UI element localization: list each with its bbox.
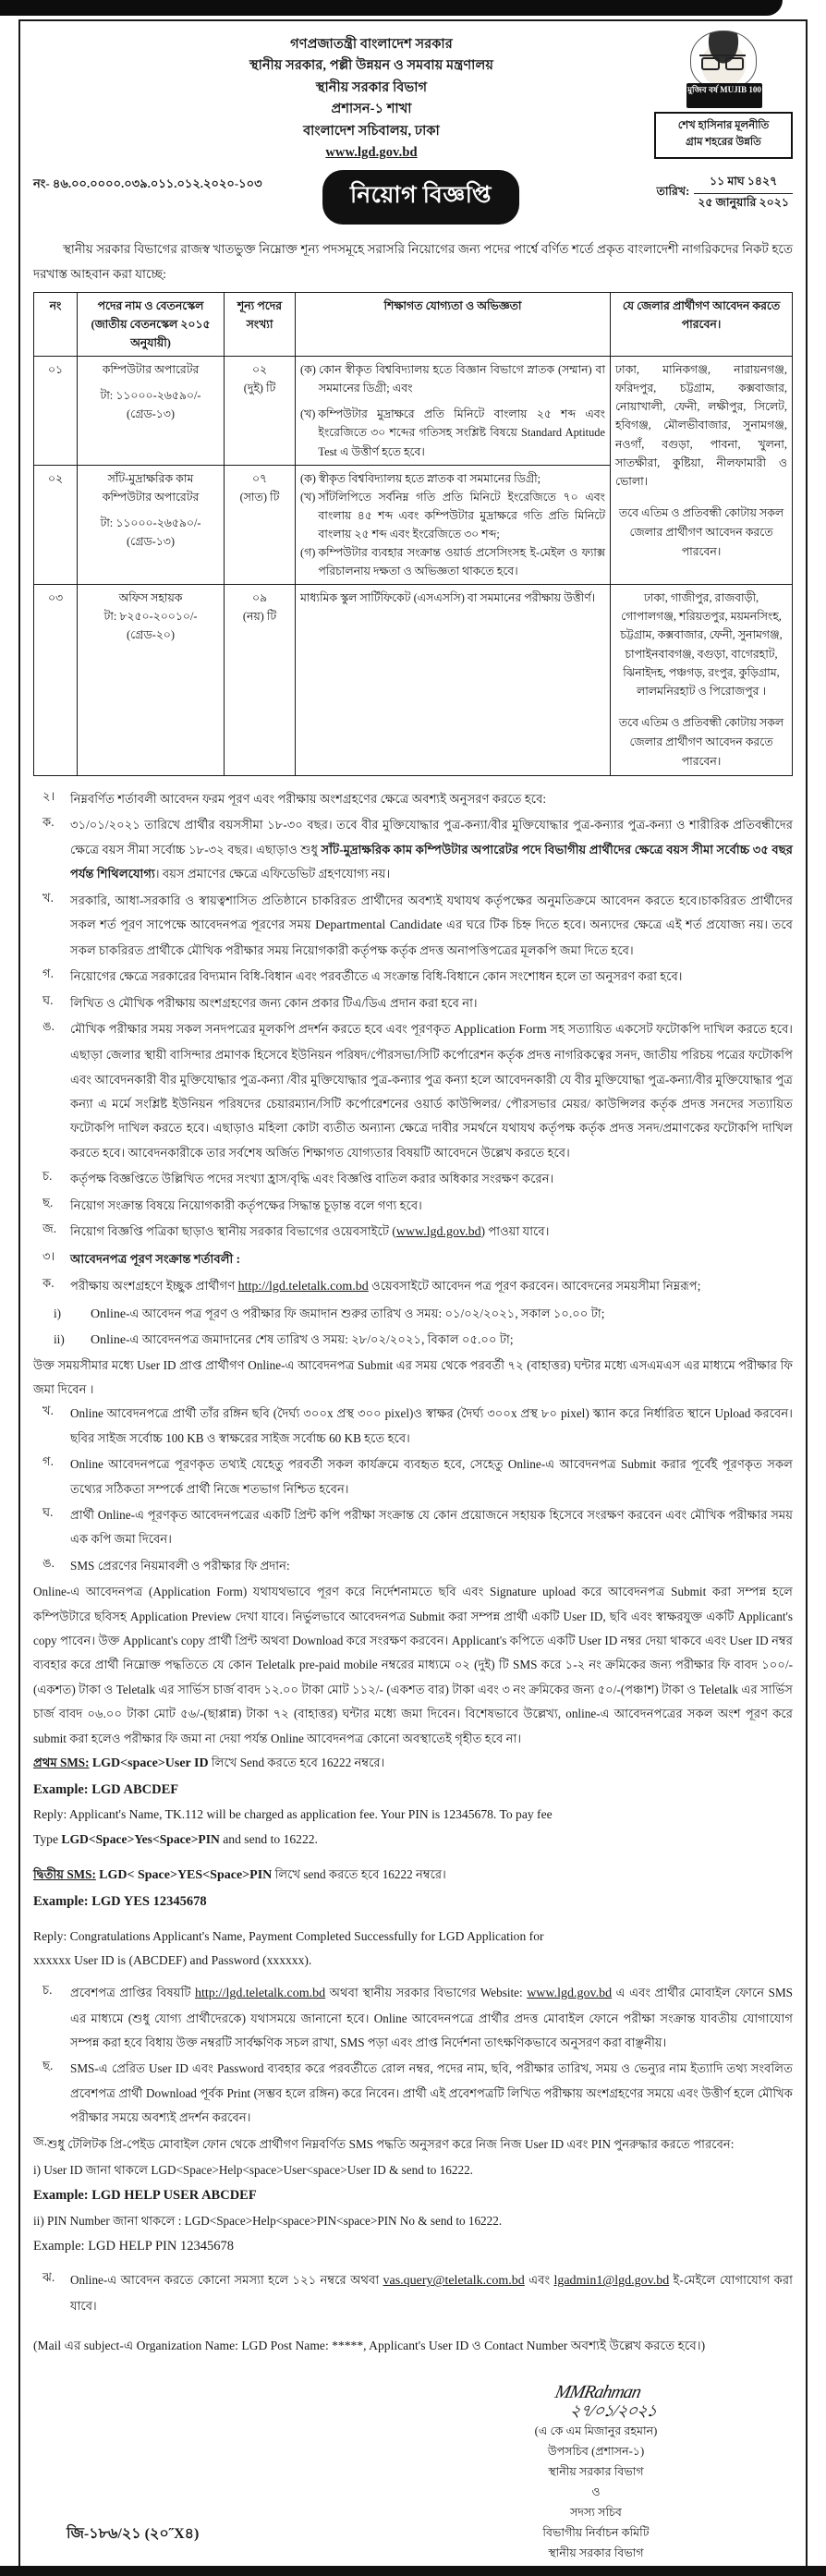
clause-marker: ৩। xyxy=(43,1249,55,1264)
edu-marker: (ক) xyxy=(300,471,316,485)
first-sms-reply-line-1: Reply: Applicant's Name, TK.112 will be charged as application fee. Your PIN is 12345678. To pay fee xyxy=(33,1807,553,1822)
mujib-portrait-icon xyxy=(681,30,766,108)
scan-artifact-bottom-bar xyxy=(0,2566,826,2576)
branch-name: প্রশাসন-১ শাখা xyxy=(331,102,412,117)
clause-marker: ঘ. xyxy=(43,992,54,1007)
district-list: ঢাকা, গাজীপুর, রাজবাড়ী, গোপালগঞ্জ, শরিয়তপুর, ময়মনসিংহ, চট্টগ্রাম, কক্সবাজার, ফেনী, সুনামগঞ্জ, চাপাইনবাবগঞ্জ, বগুড়া, বাগেরহাট, ঝিনাইদহ, পঞ্চগড়, রংপুর, কুড়িগ্রাম, লালমনিরহাট ও পিরোজপুর । xyxy=(620,591,783,698)
table-row xyxy=(34,585,793,776)
signature-date: ২৭/০১/২০২১ xyxy=(567,2401,659,2421)
second-sms-reply-line-1: Reply: Congratulations Applicant's Name, Payment Completed Successfully for LGD Application for xyxy=(33,1928,544,1943)
signatory-department: স্থানীয় সরকার বিভাগ xyxy=(548,2465,644,2479)
post-salary: টা: ১১০০০-২৬৫৯০/- xyxy=(100,389,201,403)
post-name: অফিস সহায়ক xyxy=(118,591,183,605)
clause-marker: ছ. xyxy=(43,2059,54,2073)
clause-uma xyxy=(33,1017,793,1165)
vacancy-word: (নয়) টি xyxy=(242,610,277,624)
scan-artifact-top-bar xyxy=(0,0,783,16)
second-sms-example: Example: LGD YES 12345678 xyxy=(33,1894,207,1910)
vacancy-number: ০৭ xyxy=(251,471,268,485)
address: বাংলাদেশ সচিবালয়, ঢাকা xyxy=(303,123,440,139)
first-sms-label: প্রথম SMS: xyxy=(33,1756,90,1770)
header-logo-block xyxy=(654,30,793,159)
reply-format: LGD<Space>Yes<Space>PIN xyxy=(61,1831,220,1846)
edu-item xyxy=(300,543,605,580)
date-label: তারিখ: xyxy=(656,185,690,199)
deadline-text xyxy=(91,1328,793,1354)
division-name: স্থানীয় সরকার বিভাগ xyxy=(315,79,428,95)
clause-part-c: ওয়েবসাইটে আবেদন পত্র পূরণ করবেন। আবেদনের সময়সীমা নিম্নরূপ; xyxy=(368,1278,701,1293)
clause-heading-2 xyxy=(33,787,793,811)
vacancy-word: (সাত) টি xyxy=(239,490,280,504)
deadline-text xyxy=(91,1302,793,1328)
reply-pre: Type xyxy=(33,1831,62,1846)
post-grade: (গ্রেড-১৩) xyxy=(127,534,175,548)
clause-marker: জ. xyxy=(43,1221,57,1236)
clause-text: SMS প্রেরণের নিয়মাবলী ও পরীক্ষার ফি প্রদান: xyxy=(70,1558,290,1573)
clause-text: প্রার্থী Online-এ পূরণকৃত আবেদনপত্রের একটি প্রিন্ট কপি পরীক্ষা সংক্রান্ত যে কোন প্রয়োজনে সহায়ক হিসেবে সংরক্ষণ করবেন এবং মৌখিক পরীক্ষার সময় এক কপি জমা দিবেন। xyxy=(70,1507,793,1547)
th-education: শিক্ষাগত যোগ্যতা ও অভিজ্ঞতা xyxy=(296,292,611,356)
table-row xyxy=(34,357,793,465)
clause-text: লিখিত ও মৌখিক পরীক্ষায় অংশগ্রহণের জন্য কোন প্রকার টিএ/ডিএ প্রদান করা হবে না। xyxy=(70,995,478,1010)
first-sms-tail: লিখে Send করতে হবে 16222 নম্বরে। xyxy=(208,1756,385,1770)
signatory-conjunction: ও xyxy=(591,2485,601,2499)
cell-serial: ০৩ xyxy=(34,585,78,776)
ministry-name: স্থানীয় সরকার, পল্লী উন্নয়ন ও সমবায় মন্ত্রণালয় xyxy=(249,58,494,74)
help-sms-pin-example: Example: LGD HELP PIN 12345678 xyxy=(33,2239,234,2254)
clause-text: নিয়োগের ক্ষেত্রে সরকারের বিদ্যমান বিধি-বিধান এবং পরবর্তীতে এ সংক্রান্ত বিধি-বিধানে কোন সংশোধন হলে তা অনুসরণ করা হবে। xyxy=(70,969,683,984)
clause-3-gha xyxy=(33,1503,793,1552)
clause-text xyxy=(70,2268,793,2318)
clause-part-c: ই-মেইলে যোগাযোগ করা যাবে। xyxy=(70,2273,793,2314)
cell-vacancy xyxy=(225,465,296,585)
document-frame xyxy=(18,19,808,2576)
clause-part-c: । বয়স প্রমাণের ক্ষেত্রে এফিডেভিট গ্রহণযোগ্য নয়। xyxy=(154,867,391,881)
clause-3-jha xyxy=(33,2268,793,2318)
edu-item xyxy=(300,469,605,488)
section-3-title: আবেদনপত্র পূরণ সংক্রান্ত শর্তাবলী : xyxy=(70,1252,241,1267)
slogan-line-2: গ্রাম শহরের উন্নতি xyxy=(686,136,761,148)
clause-part-english: Departmental Candidate xyxy=(315,918,443,933)
th-vacancy: শূন্য পদের সংখ্যা xyxy=(225,292,296,356)
clause-marker: খ. xyxy=(43,890,54,905)
clause-marker: ২। xyxy=(43,789,55,804)
signatory-role: সদস্য সচিব xyxy=(570,2506,622,2520)
clause-cha xyxy=(33,1167,793,1191)
edu-text: স্বীকৃত বিশ্ববিদ্যালয় হতে স্নাতক বা সমমানের ডিগ্রী; xyxy=(318,471,541,485)
signatory-designation: উপসচিব (প্রশাসন-১) xyxy=(547,2445,645,2459)
district-quota-note: তবে এতিম ও প্রতিবন্ধী কোটায় সকল জেলার প্রার্থীগণ আবেদন করতে পারবেন। xyxy=(618,505,784,558)
reply-post: and send to 16222. xyxy=(219,1831,318,1846)
clause-part-english: Application Form xyxy=(454,1023,547,1038)
date-bangla: ১১ মাঘ ১৪২৭ xyxy=(694,174,793,194)
th-districts: যে জেলার প্রার্থীগণ আবেদন করতে পারবেন। xyxy=(611,292,793,356)
clause-part-a: ৩১/০১/২০২১ তারিখে প্রার্থীর বয়সসীমা ১৮-৩০ বছর। তবে বীর মুক্তিযোদ্ধার পুত্র-কন্যা/বীর মুক্তিযোদ্ধার পুত্র-কন্যার পুত্র-কন্যা ও শারীরিক প্রতিবন্ধীদের ক্ষেত্রে বয়স সীমা সর্বোচ্চ ১৮-৩২ বছর। এছাড়াও শুধু xyxy=(70,818,793,857)
edu-marker: (গ) xyxy=(300,546,316,560)
clause-text: নিয়োগ সংক্রান্ত বিষয়ে নিয়োগকারী কর্তৃপক্ষের সিদ্ধান্ত চূড়ান্ত বলে গণ্য হবে। xyxy=(70,1197,422,1212)
post-name: সাঁট-মুদ্রাক্ষরিক কাম কম্পিউটার অপারেটর xyxy=(102,471,200,504)
clause-marker: ক. xyxy=(43,815,55,830)
signature-block xyxy=(443,2382,748,2563)
memo-date xyxy=(656,172,793,213)
cell-education xyxy=(296,465,611,585)
lgd-website-link[interactable]: www.lgd.gov.bd xyxy=(527,1986,613,2000)
clause-part-a: প্রবেশপত্র প্রাপ্তির বিষয়টি xyxy=(70,1985,196,1999)
clause-part-c: এ এবং প্রার্থীর মোবাইল ফোনে SMS এর মাধ্যমে (শুধু যোগ্য প্রার্থীদেরকে) যথাসময়ে জানানো হবে। Online আবেদনপত্রে প্রার্থীর প্রদত্ত মোবাইল ফোনে পরীক্ষা সংক্রান্ত যাবতীয় যোগাযোগ সম্পন্ন করা হবে বিধায় উক্ত নম্বরটি সার্বক্ষণিক সচল রাখা, SMS পড়া এবং প্রাপ্ত নির্দেশনা তাৎক্ষণিকভাবে অনুসরণ করা বাঞ্ছনীয়। xyxy=(70,1985,794,2049)
edu-text: কম্পিউটার ব্যবহার সংক্রান্ত ওয়ার্ড প্রসেসিংসহ ই-মেইল ও ফ্যাক্স পরিচালনায় দক্ষতা ও অভিজ্ঞতা থাকতে হবে। xyxy=(318,546,605,578)
cell-post xyxy=(78,585,225,776)
post-salary: টা: ৮২৫০-২০০১০/- xyxy=(103,610,198,624)
vacancy-table xyxy=(33,292,793,776)
page-title: নিয়োগ বিজ্ঞপ্তি xyxy=(322,170,519,225)
cell-vacancy xyxy=(225,585,296,776)
online-label: Online xyxy=(91,1306,127,1321)
district-quota-note: তবে এতিম ও প্রতিবন্ধী কোটায় সকল জেলার প্রার্থীগণ আবেদন করতে পারবেন। xyxy=(618,715,784,768)
clause-marker: ক. xyxy=(43,1275,55,1290)
roman-marker: ii) xyxy=(54,1331,65,1346)
edu-marker: (খ) xyxy=(300,490,316,504)
clause-text: Online আবেদনপত্রে প্রার্থী তাঁর রঙ্গিন ছবি (দৈর্ঘ্য ৩০০x প্রস্থ ৩০০ pixel)ও স্বাক্ষর (দৈর্ঘ্য ৩০০x প্রস্থ ৮০ pixel) স্ক্যান করে নির্ধারিত স্থানে Upload করবেন। ছবির সাইজ সর্বোচ্চ 100 KB ও স্বাক্ষরের সাইজ সর্বোচ্চ 60 KB হতে হবে। xyxy=(70,1406,793,1445)
deadline-detail: -এ আবেদনপত্র জমাদানের শেষ তারিখ ও সময়: ২৮/০২/২০২১, বিকাল ০৫.০০ টা; xyxy=(126,1331,514,1346)
clause-text xyxy=(70,813,793,886)
post-name: কম্পিউটার অপারেটর xyxy=(102,363,200,377)
cell-districts xyxy=(611,585,793,776)
signatory-department-2: স্থানীয় সরকার বিভাগ xyxy=(548,2546,644,2560)
help-sms-user-id: i) User ID জানা থাকলে LGD<Space>Help<space>User<space>User ID & send to 16222. xyxy=(33,2162,473,2177)
clause-marker: ঙ. xyxy=(43,1555,55,1570)
clause-marker: গ. xyxy=(43,966,54,981)
first-sms-example: Example: LGD ABCDEF xyxy=(33,1782,179,1798)
header-text-block xyxy=(33,30,654,164)
handwritten-signature xyxy=(440,2382,753,2421)
clause-marker: ঝ. xyxy=(43,2270,55,2285)
clause-text xyxy=(70,1274,793,1300)
table-header-row xyxy=(34,292,793,356)
clause-marker: ছ. xyxy=(43,1195,54,1209)
cell-serial: ০২ xyxy=(34,465,78,585)
clause-marker: ঘ. xyxy=(43,1504,54,1519)
clause-ka xyxy=(33,813,793,886)
edu-text: কম্পিউটার মুদ্রাক্ষরে প্রতি মিনিটে বাংলায় ২৫ শব্দ এবং ইংরেজিতে ৩০ শব্দের গতিসহ সংশ্লিষ্ট বিষয়ে Standard Aptitude Test এ উত্তীর্ণ হতে হবে। xyxy=(318,407,605,458)
clause-part-a: নিয়োগ বিজ্ঞপ্তি পত্রিকা ছাড়াও স্থানীয় সরকার বিভাগের ওয়েবসাইটে ( xyxy=(70,1224,396,1239)
clause-marker: ঙ. xyxy=(43,1019,55,1034)
second-sms-tail: লিখে send করতে হবে 16222 নম্বরে। xyxy=(272,1867,446,1882)
clause-marker: খ. xyxy=(43,1403,54,1418)
date-gregorian: ২৫ জানুয়ারি ২০২১ xyxy=(698,195,789,209)
job-code: জি-১৮৬/২১ (২০˝X৪) xyxy=(67,2526,200,2543)
cell-education xyxy=(296,585,611,776)
cell-districts xyxy=(611,357,793,585)
slogan-line-1: শেখ হাসিনার মূলনীতি xyxy=(677,120,770,131)
memo-line xyxy=(33,172,793,225)
clause-part-a: পরীক্ষায় অংশগ্রহণে ইচ্ছুক প্রার্থীগণ xyxy=(70,1278,238,1293)
clause-marker: চ. xyxy=(43,1169,53,1184)
clause-text: নিম্নবর্ণিত শর্তাবলী আবেদন ফরম পূরণ এবং পরীক্ষায় অংশগ্রহণের ক্ষেত্রে অবশ্যই অনুসরণ করতে হবে: xyxy=(70,792,547,807)
cell-post xyxy=(78,465,225,585)
edu-marker: (ক) xyxy=(300,363,316,377)
clause-text: SMS-এ প্রেরিত User ID এবং Password ব্যবহার করে পরবর্তীতে রোল নম্বর, পদের নাম, ছবি, পরীক্ষার তারিখ, সময় ও ভেন্যুর নাম ইত্যাদি তথ্য সংবলিত প্রবেশপত্র প্রার্থী Download পূর্বক Print (সম্ভব হলে রঙ্গিন) করে নিবেন। প্রার্থী এই প্রবেশপত্রটি লিখিত পরীক্ষায় অংশগ্রহণের সময়ে এবং উত্তীর্ণ হলে মৌখিক পরীক্ষার সময়ে অবশ্যই প্রদর্শন করবেন। xyxy=(70,2061,793,2125)
vacancy-word: (দুই) টি xyxy=(243,382,276,395)
clause-gha xyxy=(33,991,793,1015)
edu-text: মাধ্যমিক স্কুল সার্টিফিকেট (এসএসসি) বা সমমানের পরীক্ষায় উত্তীর্ণ। xyxy=(300,591,596,605)
lgd-support-email[interactable]: lgadmin1@lgd.gov.bd xyxy=(553,2274,670,2289)
edu-item xyxy=(300,360,605,397)
lgd-website-link[interactable]: www.lgd.gov.bd xyxy=(395,1225,481,1240)
teletalk-admit-link[interactable]: http://lgd.teletalk.com.bd xyxy=(195,1986,326,2000)
th-post-name: পদের নাম ও বেতনস্কেল (জাতীয় বেতনস্কেল ২০১৫ অনুযায়ী) xyxy=(78,292,225,356)
clause-3-uma xyxy=(33,1554,793,1578)
intro-paragraph: স্থানীয় সরকার বিভাগের রাজস্ব খাতভুক্ত নিম্নোক্ত শূন্য পদসমূহে সরাসরি নিয়োগের জন্য পদের পার্শ্বে বর্ণিত শর্তে প্রকৃত বাংলাদেশী নাগরিকদের নিকট হতে দরখাস্ত আহবান করা যাচ্ছে: xyxy=(33,241,793,281)
clause-3-ja xyxy=(33,2132,793,2157)
first-sms-format: LGD<space>User ID xyxy=(91,1756,209,1771)
clause-kha xyxy=(33,889,793,964)
second-sms-reply-line-2: xxxxxx User ID is (ABCDEF) and Password (xxxxxx). xyxy=(33,1953,312,1968)
help-sms-pin: ii) PIN Number জানা থাকলে : LGD<Space>Help<space>PIN<space>PIN No & send to 16222. xyxy=(33,2213,503,2228)
mujib-100-logo: মুজিব বর্ষ MUJIB 100 xyxy=(686,83,762,108)
section-3-heading xyxy=(33,1247,793,1271)
clause-part-c: সহ সত্যায়িত একসেট ফটোকপি দাখিল করতে হবে। এছাড়া জেলার স্থায়ী বাসিন্দার প্রমাণক হিসেবে ইউনিয়ন পরিষদ/পৌরসভা/সিটি কর্পোরেশন কর্তৃক প্রদত্ত নাগরিকত্বের সনদ, জাতীয় পরিচয় পত্রের ফটোকপি এবং আবেদনকারী বীর মুক্তিযোদ্ধার পুত্র-কন্যা /বীর মুক্তিযোদ্ধার পুত্র-কন্যার পুত্র কন্যা হলে আবেদনকারী যে বীর মুক্তিযোদ্ধা পুত্র-কন্যা/বীর মুক্তিযোদ্ধার পুত্র কন্যা এ মর্মে সংশ্লিষ্ট ইউনিয়ন পরিষদের চেয়ারম্যান/সিটি কর্পোরেশনের ওয়ার্ড কাউন্সিলর/ পৌরসভার মেয়র/ কাউন্সিলর কর্তৃক প্রদত্ত সনদের সত্যায়িত ফটোকপি দাখিল করতে হবে। এছাড়াও মহিলা কোটা ব্যতীত অন্যান্য ক্ষেত্রে দাবীর সমর্থনে যথাযথ কর্তৃপক্ষ কর্তৃক প্রদত্ত সনদ/প্রমাণকের ফটোকপি দাখিল করতে হবে। আবেদনকারীকে তার সর্বশেষ অর্জিত শিক্ষাগত যোগ্যতার বিষয়টি আবেদনে উল্লেখ করতে হবে। xyxy=(70,1022,793,1160)
clause-part-c: এর ঘরে টিক চিহ্ন দিতে হবে। অন্যদের ক্ষেত্রে এই শর্ত প্রযোজ্য নয়। তবে সকল চাকরিরত প্রার্থীকে মৌখিক পরীক্ষার সময় নিয়োগকারী কর্তৃপক্ষ কর্তৃক প্রদত্ত অনাপত্তিপত্রের মূলকপি জমা দিতে হবে। xyxy=(70,917,793,958)
post-grade: (গ্রেড-২০) xyxy=(127,628,175,642)
deadline-detail: -এ আবেদন পত্র পূরণ ও পরীক্ষার ফি জমাদান শুরুর তারিখ ও সময়: ০১/০২/২০২১, সকাল ১০.০০ টা; xyxy=(126,1306,605,1320)
mail-subject-note: (Mail এর subject-এ Organization Name: LGD Post Name: *****, Applicant's User ID ও Contact Number অবশ্যই উল্লেখ করতে হবে।) xyxy=(33,2338,706,2352)
clause-part-mid: অথবা স্থানীয় সরকার বিভাগের Website: xyxy=(325,1985,528,1999)
post-grade: (গ্রেড-১৩) xyxy=(127,407,175,421)
help-sms-user-id-example: Example: LGD HELP USER ABCDEF xyxy=(33,2188,257,2204)
vacancy-number: ০২ xyxy=(251,363,268,377)
first-sms-reply-line-2 xyxy=(33,1828,793,1853)
vacancy-number: ০৯ xyxy=(251,591,268,605)
post-salary: টা: ১১০০০-২৬৫৯০/- xyxy=(100,516,201,529)
clause-text: Online আবেদনপত্রে পূরণকৃত তথ্যই যেহেতু পরবর্তী সকল কার্যক্রমে ব্যবহৃত হবে, সেহেতু Online-এ আবেদনপত্র Submit করার পূর্বেই পূরণকৃত সকল তথ্যের সঠিকতা সম্পর্কে প্রার্থী নিজে শতভাগ নিশ্চিত হবেন। xyxy=(70,1457,793,1496)
clause-3-chha xyxy=(33,2057,793,2130)
clause-3-cha xyxy=(33,1981,793,2056)
memo-number: নং- ৪৬.০০.০০০০.০৩৯.০১১.০১২.২০২০-১০৩ xyxy=(33,176,262,190)
first-sms-line xyxy=(33,1751,793,1777)
clause-part-bold: সাঁট-মুদ্রাক্ষরিক কাম কম্পিউটার অপারেটর পদে বিভাগীয় প্রার্থীদের ক্ষেত্রে বয়স সীমা সর্বোচ্চ ৩৫ বছর পর্যন্ত শিথিলযোগ্য xyxy=(70,842,793,881)
signature-area xyxy=(33,2382,793,2563)
clause-part-a: মৌখিক পরীক্ষার সময় সকল সনদপত্রের মূলকপি প্রদর্শন করতে হবে এবং পূরণকৃত xyxy=(70,1022,455,1037)
cell-serial: ০১ xyxy=(34,357,78,465)
edu-text: কোন স্বীকৃত বিশ্ববিদ্যালয় হতে বিজ্ঞান বিভাগে স্নাতক (সম্মান) বা সমমানের ডিগ্রী; এবং xyxy=(318,363,605,395)
edu-text: সাঁটলিপিতে সর্বনিম্ন গতি প্রতি মিনিটে ইংরেজিতে ৭০ এবং বাংলায় ৪৫ শব্দ এবং কম্পিউটার মুদ্রাক্ষরে গতি প্রতি মিনিটে বাংলায় ২৫ শব্দ এবং ইংরেজিতে ৩০ শব্দ; xyxy=(318,490,605,541)
second-sms-line xyxy=(33,1863,793,1889)
clause-text xyxy=(70,1220,793,1245)
section-2 xyxy=(33,787,793,2358)
deadline-end xyxy=(33,1328,793,1354)
sms-instruction-paragraph: Online-এ আবেদনপত্র (Application Form) যথাযথভাবে পূরণ করে নির্দেশনামতে ছবি এবং Signature upload করে আবেদনপত্র Submit করা সম্পন্ন হলে কম্পিউটারে ছবিসহ Application Preview দেখা যাবে। নির্ভুলভাবে আবেদনপত্র Submit করা সম্পন্ন প্রার্থী একটি User ID, ছবি এবং স্বাক্ষরযুক্ত একটি Applicant's copy পাবেন। উক্ত Applicant's copy প্রার্থী প্রিন্ট অথবা Download করে সংরক্ষণ করবেন। Applicant's কপিতে একটি User ID নম্বর দেয়া থাকবে এবং User ID নম্বর ব্যবহার করে প্রার্থী নিম্নোক্ত পদ্ধতিতে যে কোন Teletalk pre-paid mobile নম্বরের মাধ্যমে ০২ (দুই) টি SMS করে ১-২ নং ক্রমিকের জন্য পরীক্ষার ফি বাবদ ১০০/-(একশত) টাকা ও Teletalk এর সার্ভিস চার্জ বাবদ ১২.০০ টাকা মোট ১১২/- (একশত বার) টাকা এবং ৩ নং ক্রমিকের জন্য ৫০/-(পঞ্চাশ) টাকা ও Teletalk এর সার্ভিস চার্জ বাবদ ০৬.০০ টাকা মোট ৫৬/-(ছাপ্পান্ন) টাকা ৭২ (বাহাত্তর) ঘন্টার মধ্যে জমা দিবেন। বিশেষভাবে উল্লেখ্য, online-এ আবেদনপত্রের সকল অংশ পূরণ করে submit করা হলেও পরীক্ষার ফি জমা না দেয়া পর্যন্ত Online আবেদনপত্র কোনো অবস্থাতেই গৃহীত হবে না। xyxy=(33,1585,793,1745)
clause-marker: গ. xyxy=(43,1454,54,1469)
deadline-start xyxy=(33,1302,793,1328)
clause-ja xyxy=(33,1220,793,1245)
second-sms-format: LGD< Space>YES<Space>PIN xyxy=(99,1868,273,1883)
teletalk-support-email[interactable]: vas.query@teletalk.com.bd xyxy=(383,2274,525,2289)
signature-scribble-text: MMRahman xyxy=(553,2382,643,2403)
clause-text xyxy=(70,1017,793,1165)
clause-part-a: Online-এ আবেদন করতে কোনো সমস্যা হলে ১২১ নম্বরে অথবা xyxy=(70,2273,383,2288)
roman-marker: i) xyxy=(54,1306,62,1320)
edu-marker: (খ) xyxy=(300,407,316,421)
clause-ga xyxy=(33,965,793,989)
fee-deadline-note: উক্ত সময়সীমার মধ্যে User ID প্রাপ্ত প্রার্থীগণ Online-এ আবেদনপত্র Submit এর সময় থেকে পরবর্তী ৭২ (বাহাত্তর) ঘন্টার মধ্যে এসএমএস এর মাধ্যমে পরীক্ষার ফি জমা দিবেন । xyxy=(33,1357,793,1396)
signatory-name: (এ কে এম মিজানুর রহমান) xyxy=(534,2424,658,2438)
clause-text: শুধু টেলিটক প্রি-পেইড মোবাইল ফোন থেকে প্রার্থীগণ নিম্নবর্ণিত SMS পদ্ধতি অনুসরণ করে নিজ নিজ User ID এবং PIN পুনরুদ্ধার করতে পারবেন: xyxy=(47,2136,735,2151)
document-header xyxy=(33,30,793,164)
slogan-box xyxy=(654,112,793,159)
second-sms-label: দ্বিতীয় SMS: xyxy=(33,1867,96,1882)
online-label: Online xyxy=(91,1332,127,1347)
cell-post xyxy=(78,357,225,465)
cell-vacancy xyxy=(225,357,296,465)
clause-3-kha xyxy=(33,1402,793,1451)
govt-name: গণপ্রজাতন্ত্রী বাংলাদেশ সরকার xyxy=(290,37,453,52)
teletalk-application-link[interactable]: http://lgd.teletalk.com.bd xyxy=(237,1279,369,1294)
edu-item xyxy=(300,488,605,543)
clause-marker: জ. xyxy=(33,2133,48,2148)
edu-item xyxy=(300,405,605,460)
cell-education xyxy=(296,357,611,465)
th-serial: নং xyxy=(34,292,78,356)
clause-part-mid: এবং xyxy=(524,2273,554,2288)
clause-3-ga xyxy=(33,1452,793,1501)
clause-text xyxy=(70,889,793,964)
district-list: ঢাকা, মানিকগঞ্জ, নারায়নগঞ্জ, ফরিদপুর, চট্টগ্রাম, কক্সবাজার, নোয়াখালী, ফেনী, লক্ষীপুর, সিলেট, হবিগঞ্জ, মৌলভীবাজার, সুনামগঞ্জ, নওগাঁ, বগুড়া, পাবনা, খুলনা, সাতক্ষীরা, কুষ্টিয়া, নীলফামারী ও ভোলা। xyxy=(615,363,787,488)
clause-text xyxy=(70,1981,793,2056)
clause-text: কর্তৃপক্ষ বিজ্ঞপ্তিতে উল্লিখিত পদের সংখ্যা হ্রাস/বৃদ্ধি এবং বিজ্ঞপ্তি বাতিল করার অধিকার সংরক্ষণ করেন। xyxy=(70,1172,554,1186)
clause-marker: চ. xyxy=(43,1982,53,1997)
clause-chha xyxy=(33,1194,793,1218)
signatory-committee: বিভাগীয় নির্বাচন কমিটি xyxy=(542,2526,650,2540)
clause-part-a: সরকারি, আধা-সরকারি ও স্বায়ত্বশাসিত প্রতিষ্ঠানে চাকরিরত প্রার্থীদের অবশ্যই যথাযথ কর্তৃপক্ষের অনুমতিক্রমে আবেদন করতে হবে।চাকরিরত প্রার্থীদের সকল শর্ত পূরণ সাপেক্ষে আবেদনপত্র পূরণের সময় xyxy=(70,893,793,932)
clause-part-c: ) পাওয়া যাবে। xyxy=(480,1224,550,1239)
clause-3-ka xyxy=(33,1274,793,1300)
website-link[interactable]: www.lgd.gov.bd xyxy=(325,145,418,161)
